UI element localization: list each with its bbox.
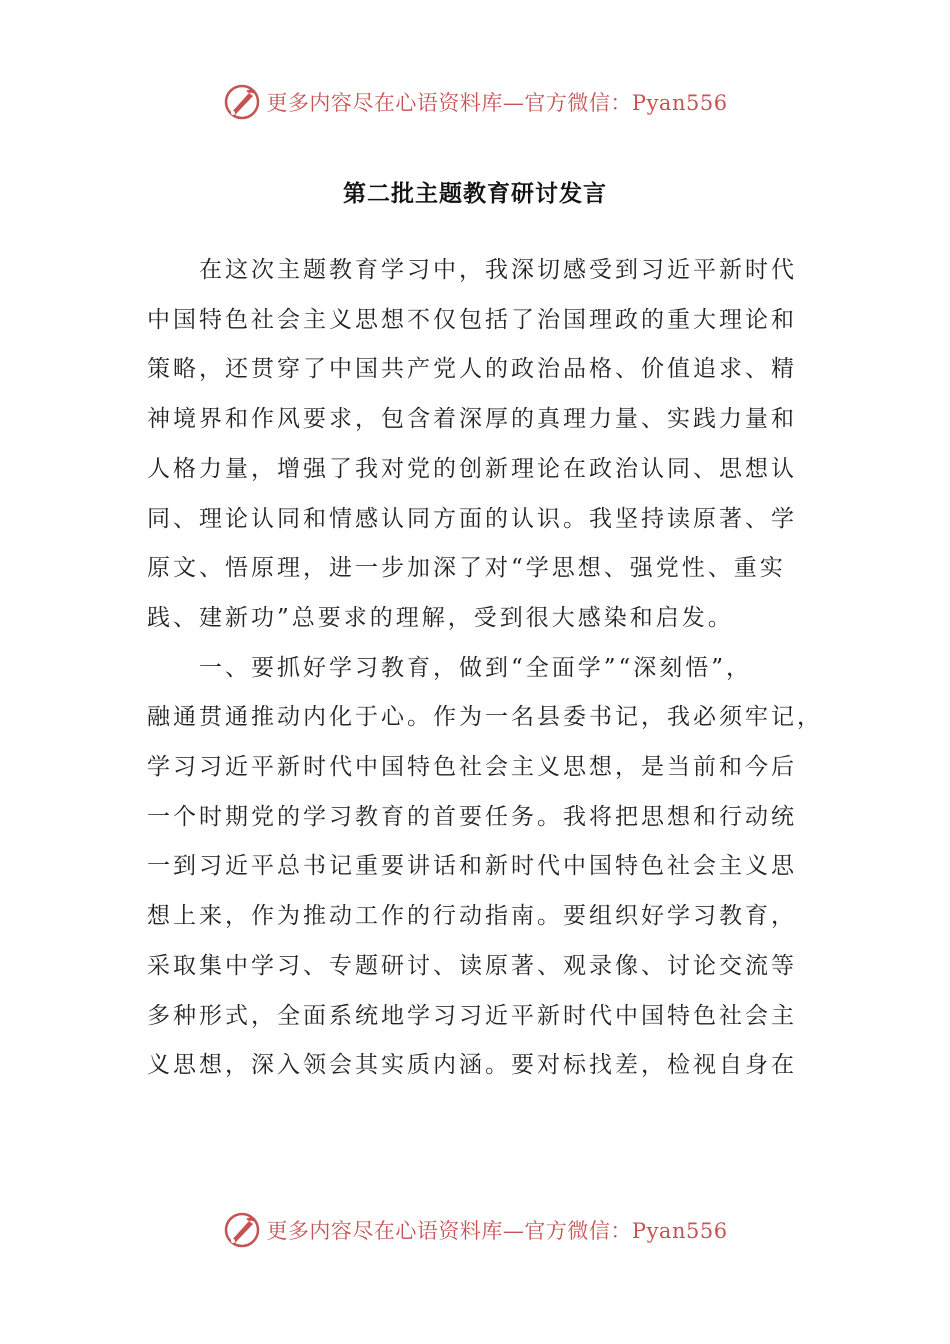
body-line: 中国特色社会主义思想不仅包括了治国理政的重大理论和 <box>147 306 797 333</box>
body-line: 多种形式，全面系统地学习习近平新时代中国特色社会主 <box>147 1002 797 1029</box>
body-line: 融通贯通推动内化于心。作为一名县委书记，我必须牢记， <box>147 704 823 731</box>
body-line: 学习习近平新时代中国特色社会主义思想，是当前和今后 <box>147 754 797 781</box>
body-line: 神境界和作风要求，包含着深厚的真理力量、实践力量和 <box>147 406 797 433</box>
pen-emblem-icon <box>222 1210 262 1250</box>
footer-banner <box>0 1208 950 1252</box>
body-line: 原文、悟原理，进一步加深了对“学思想、强党性、重实 <box>147 555 786 582</box>
body-line: 人格力量，增强了我对党的创新理论在政治认同、思想认 <box>147 455 797 482</box>
body-line: 同、理论认同和情感认同方面的认识。我坚持读原著、学 <box>147 505 797 532</box>
banner-text: 更多内容尽在心语资料库—官方微信：Pyan556 <box>266 1219 728 1243</box>
body-line: 一到习近平总书记重要讲话和新时代中国特色社会主义思 <box>147 853 797 880</box>
body-line: 义思想，深入领会其实质内涵。要对标找差，检视自身在 <box>147 1052 797 1079</box>
body-line: 采取集中学习、专题研讨、读原著、观录像、讨论交流等 <box>147 952 797 979</box>
body-line: 策略，还贯穿了中国共产党人的政治品格、价值追求、精 <box>147 356 797 383</box>
document-title: 第二批主题教育研讨发言 <box>343 181 607 207</box>
body-line: 一个时期党的学习教育的首要任务。我将把思想和行动统 <box>147 803 797 830</box>
body-line: 在这次主题教育学习中，我深切感受到习近平新时代 <box>147 257 797 283</box>
body-line: 一、要抓好学习教育，做到“全面学”“深刻悟”， <box>147 654 753 681</box>
document-body <box>147 246 823 1091</box>
pen-emblem-icon <box>222 82 262 122</box>
banner-text: 更多内容尽在心语资料库—官方微信：Pyan556 <box>266 91 728 115</box>
header-banner <box>0 80 950 124</box>
body-line: 想上来，作为推动工作的行动指南。要组织好学习教育， <box>147 903 797 930</box>
body-line: 践、建新功”总要求的理解，受到很大感染和启发。 <box>147 604 734 631</box>
